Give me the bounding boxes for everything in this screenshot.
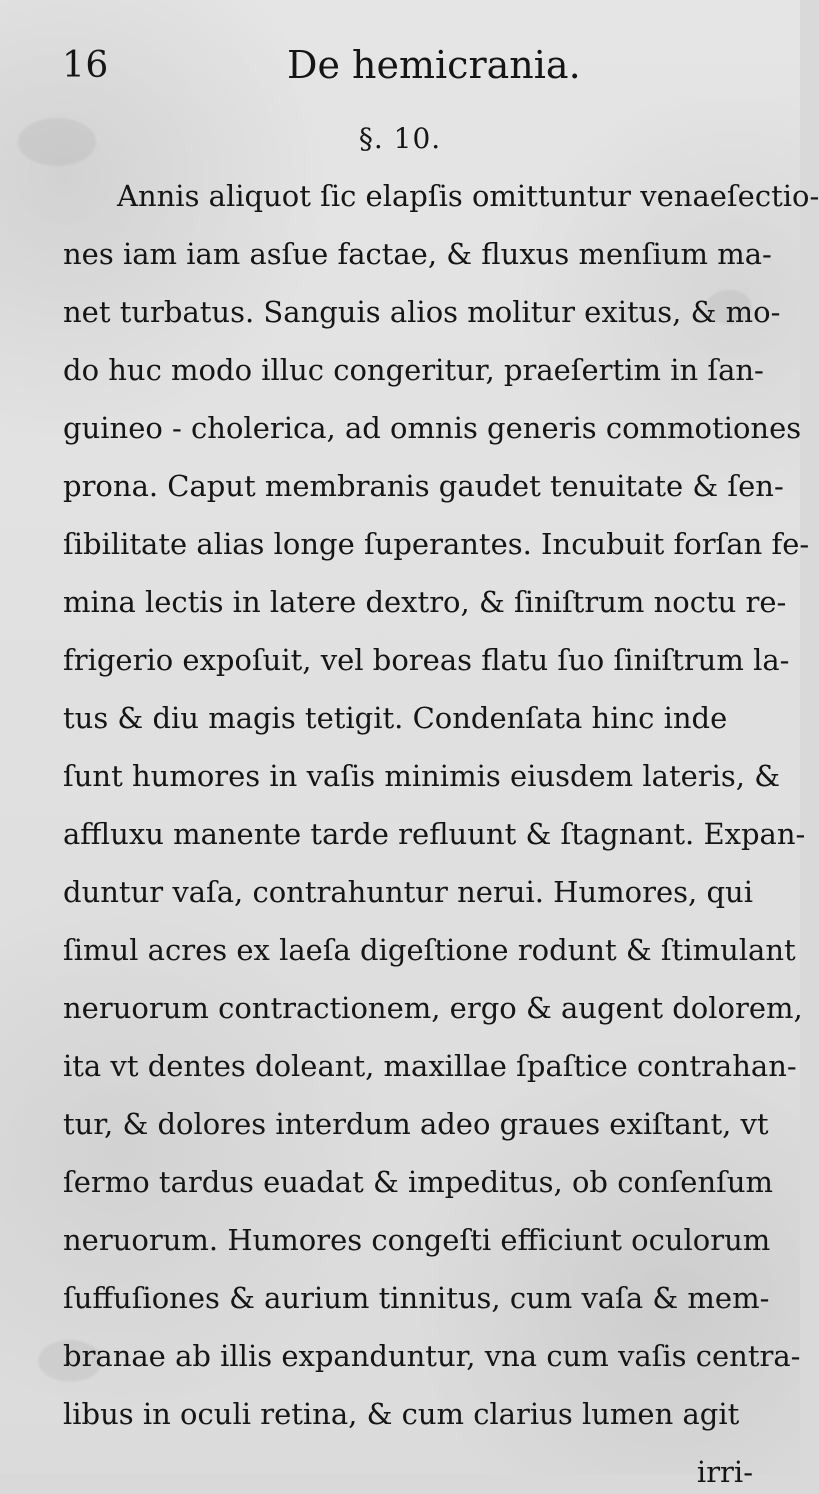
text-line: affluxu manente tarde refluunt & ſtagnant. Expan- — [63, 817, 806, 851]
text-line: Annis aliquot ſic elapſis omittuntur venaeſectio- — [117, 179, 819, 213]
section-heading: §. 10. — [358, 122, 442, 155]
text-line: ſuffuſiones & aurium tinnitus, cum vaſa & mem- — [63, 1281, 770, 1315]
text-line: ſimul acres ex laeſa digeſtione rodunt & ſtimulant — [63, 933, 796, 967]
page-header — [62, 44, 742, 100]
text-line: prona. Caput membranis gaudet tenuitate & ſen- — [63, 469, 784, 503]
text-line: duntur vaſa, contrahuntur nerui. Humores, qui — [63, 875, 753, 909]
text-line: branae ab illis expanduntur, vna cum vaſis centra- — [63, 1339, 801, 1373]
text-line: tur, & dolores interdum adeo graues exiſtant, vt — [63, 1107, 769, 1141]
text-line: do huc modo illuc congeritur, praeſertim in ſan- — [63, 353, 764, 387]
text-line: ſibilitate alias longe ſuperantes. Incubuit forſan fe- — [63, 527, 810, 561]
text-line: mina lectis in latere dextro, & ſiniſtrum noctu re- — [63, 585, 787, 619]
page-number: 16 — [62, 45, 109, 86]
text-line: ſermo tardus euadat & impeditus, ob conſenſum — [63, 1165, 774, 1199]
text-line: net turbatus. Sanguis alios molitur exitus, & mo- — [63, 295, 781, 329]
text-line: ita vt dentes doleant, maxillae ſpaſtice contrahan- — [63, 1049, 797, 1083]
text-line: guineo - cholerica, ad omnis generis commotiones — [63, 411, 802, 445]
running-head: De hemicrania. — [287, 43, 581, 87]
text-line: neruorum contractionem, ergo & augent dolorem, — [63, 991, 803, 1025]
text-line: nes iam iam asſue factae, & fluxus menſium ma- — [63, 237, 772, 271]
catchword: irri- — [696, 1455, 753, 1489]
text-line: ſunt humores in vaſis minimis eiusdem lateris, & — [63, 759, 781, 793]
text-line: libus in oculi retina, & cum clarius lumen agit — [63, 1397, 740, 1431]
text-line: tus & diu magis tetigit. Condenſata hinc inde — [63, 701, 728, 735]
text-line: neruorum. Humores congeſti efficiunt oculorum — [63, 1223, 771, 1257]
text-line: frigerio expoſuit, vel boreas flatu ſuo ſiniſtrum la- — [63, 643, 790, 677]
